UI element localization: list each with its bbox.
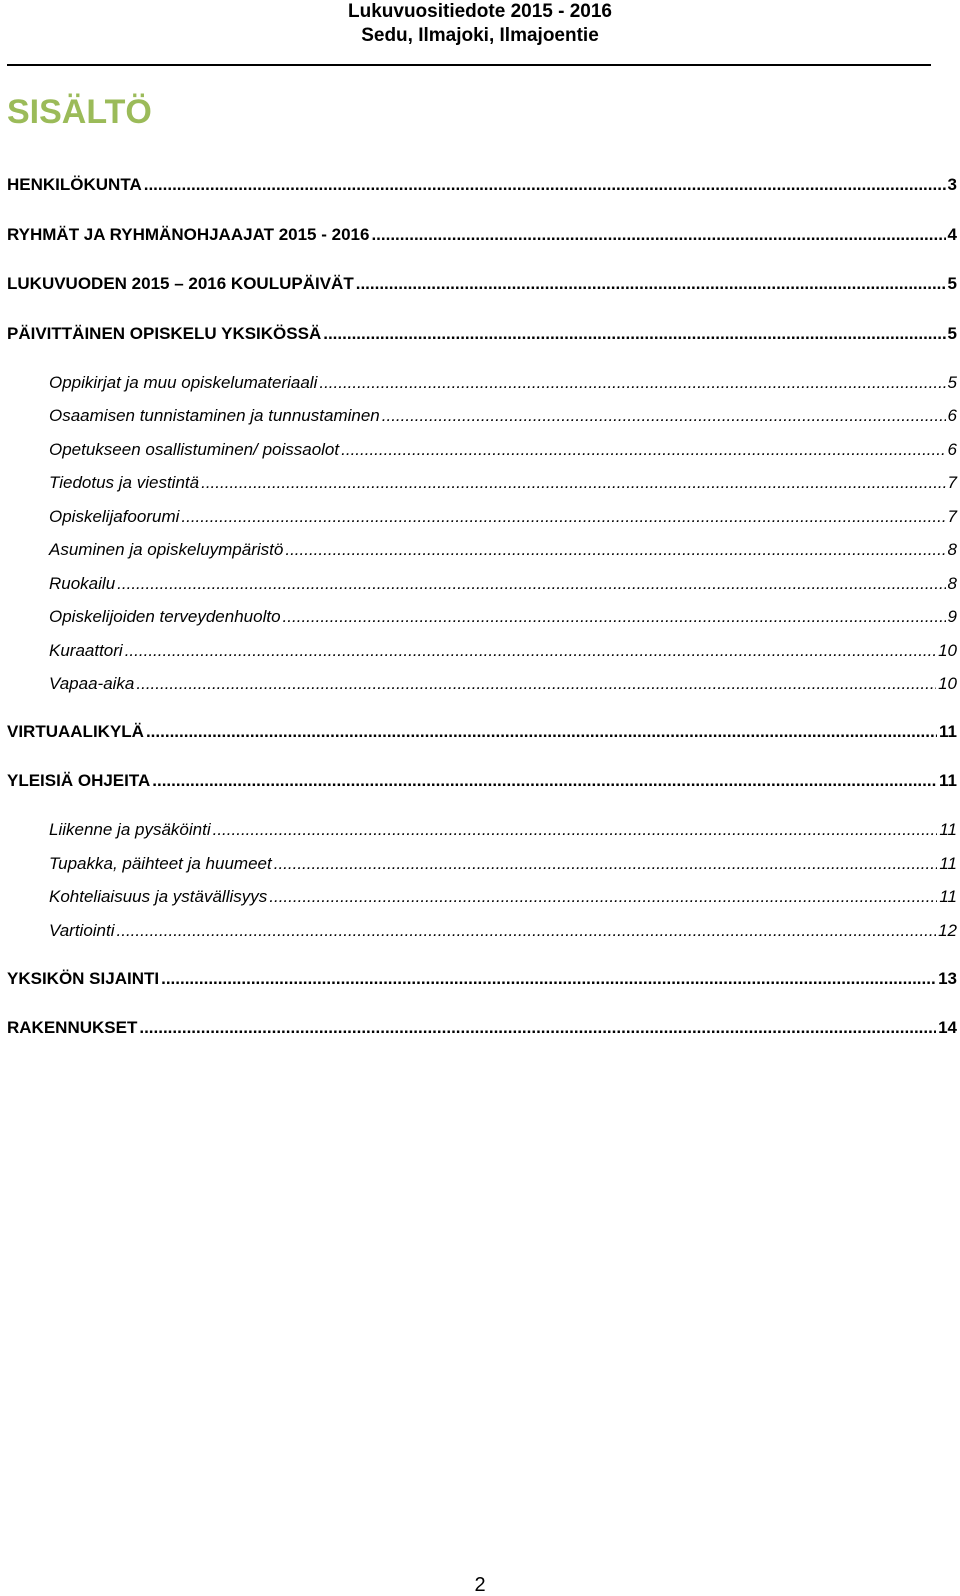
toc-entry-page: 5 xyxy=(947,274,957,293)
toc-entry-page: 11 xyxy=(939,887,957,906)
toc-entry-page: 9 xyxy=(947,607,957,626)
toc-entry-page: 11 xyxy=(939,854,957,873)
toc-subentry[interactable] xyxy=(49,605,957,629)
toc-entry-page: 6 xyxy=(947,406,957,425)
toc-entry-label: Kuraattori xyxy=(49,641,123,660)
toc-subentry[interactable] xyxy=(49,572,957,596)
toc-subentry[interactable] xyxy=(49,538,957,562)
toc-entry-page: 11 xyxy=(939,722,957,741)
toc-entry-label: Oppikirjat ja muu opiskelumateriaali xyxy=(49,373,318,392)
toc-subentry[interactable] xyxy=(49,885,957,909)
toc-leader-dots xyxy=(382,404,946,428)
toc-entry-label: PÄIVITTÄINEN OPISKELU YKSIKÖSSÄ xyxy=(7,324,322,343)
toc-subentry[interactable] xyxy=(49,505,957,529)
toc-entry[interactable] xyxy=(7,720,957,744)
toc-entry-page: 13 xyxy=(938,969,957,988)
toc-title: SISÄLTÖ xyxy=(7,93,152,131)
toc-leader-dots xyxy=(152,769,937,793)
toc-leader-dots xyxy=(136,672,936,696)
toc-entry-label: LUKUVUODEN 2015 – 2016 KOULUPÄIVÄT xyxy=(7,274,354,293)
toc-entry[interactable] xyxy=(7,769,957,793)
toc-leader-dots xyxy=(356,272,946,296)
toc-entry-page: 6 xyxy=(947,440,957,459)
toc-subentry[interactable] xyxy=(49,471,957,495)
toc-entry-label: YLEISIÄ OHJEITA xyxy=(7,771,151,790)
toc-leader-dots xyxy=(117,919,937,943)
toc-leader-dots xyxy=(269,885,937,909)
header-divider xyxy=(7,64,931,66)
toc-leader-dots xyxy=(274,852,938,876)
toc-entry-label: Kohteliaisuus ja ystävällisyys xyxy=(49,887,268,906)
toc-entry-label: Opiskelijoiden terveydenhuolto xyxy=(49,607,281,626)
toc-entry-label: Tupakka, päihteet ja huumeet xyxy=(49,854,272,873)
toc-entry[interactable] xyxy=(7,967,957,991)
toc-subentry[interactable] xyxy=(49,371,957,395)
toc-entry-label: RYHMÄT JA RYHMÄNOHJAAJAT 2015 - 2016 xyxy=(7,225,370,244)
toc-entry-label: Vapaa-aika xyxy=(49,674,135,693)
toc-subentry[interactable] xyxy=(49,672,957,696)
toc-entry-page: 7 xyxy=(947,507,957,526)
toc-leader-dots xyxy=(371,223,945,247)
toc-leader-dots xyxy=(125,639,936,663)
toc-entry-page: 3 xyxy=(947,175,957,194)
toc-entry-page: 5 xyxy=(947,324,957,343)
toc-leader-dots xyxy=(285,538,945,562)
toc-subentry[interactable] xyxy=(49,852,957,876)
toc-entry-label: Tiedotus ja viestintä xyxy=(49,473,200,492)
toc-entry-label: Liikenne ja pysäköinti xyxy=(49,820,211,839)
toc-entry-page: 7 xyxy=(947,473,957,492)
toc-entry-label: Vartiointi xyxy=(49,921,115,940)
toc-entry-page: 8 xyxy=(947,540,957,559)
toc-leader-dots xyxy=(213,818,938,842)
toc-entry-page: 14 xyxy=(938,1018,957,1037)
toc-subentry[interactable] xyxy=(49,818,957,842)
toc-entry-label: Opiskelijafoorumi xyxy=(49,507,180,526)
toc-entry-page: 10 xyxy=(938,641,957,660)
toc-subentry[interactable] xyxy=(49,639,957,663)
toc-entry-label: Osaamisen tunnistaminen ja tunnustaminen xyxy=(49,406,380,425)
toc-leader-dots xyxy=(341,438,945,462)
toc-entry[interactable] xyxy=(7,223,957,247)
toc-entry-page: 12 xyxy=(938,921,957,940)
toc-entry-page: 11 xyxy=(939,771,957,790)
toc-leader-dots xyxy=(323,322,945,346)
page-number: 2 xyxy=(474,1574,486,1596)
toc-leader-dots xyxy=(201,471,945,495)
toc-entry-label: RAKENNUKSET xyxy=(7,1018,138,1037)
toc-entry-label: VIRTUAALIKYLÄ xyxy=(7,722,144,741)
header-location: Sedu, Ilmajoki, Ilmajoentie xyxy=(361,25,599,46)
toc-leader-dots xyxy=(161,967,936,991)
toc-leader-dots xyxy=(146,720,937,744)
toc-leader-dots xyxy=(117,572,945,596)
toc-entry-page: 8 xyxy=(947,574,957,593)
toc-entry-label: Asuminen ja opiskeluympäristö xyxy=(49,540,284,559)
toc-leader-dots xyxy=(319,371,945,395)
toc-entry-label: Ruokailu xyxy=(49,574,116,593)
toc-entry-page: 11 xyxy=(939,820,957,839)
toc-leader-dots xyxy=(139,1016,936,1040)
toc-entry-label: HENKILÖKUNTA xyxy=(7,175,142,194)
toc-entry[interactable] xyxy=(7,272,957,296)
toc-entry[interactable] xyxy=(7,1016,957,1040)
toc-leader-dots xyxy=(144,173,946,197)
toc-entry-page: 10 xyxy=(938,674,957,693)
toc-subentry[interactable] xyxy=(49,438,957,462)
toc-entry[interactable] xyxy=(7,322,957,346)
header-document-title: Lukuvuositiedote 2015 - 2016 xyxy=(348,1,612,22)
toc-entry[interactable] xyxy=(7,173,957,197)
toc-entry-page: 5 xyxy=(947,373,957,392)
toc-leader-dots xyxy=(283,605,946,629)
toc-subentry[interactable] xyxy=(49,919,957,943)
toc-entry-page: 4 xyxy=(947,225,957,244)
toc-leader-dots xyxy=(181,505,945,529)
toc-entry-label: Opetukseen osallistuminen/ poissaolot xyxy=(49,440,340,459)
toc-subentry[interactable] xyxy=(49,404,957,428)
toc-entry-label: YKSIKÖN SIJAINTI xyxy=(7,969,160,988)
